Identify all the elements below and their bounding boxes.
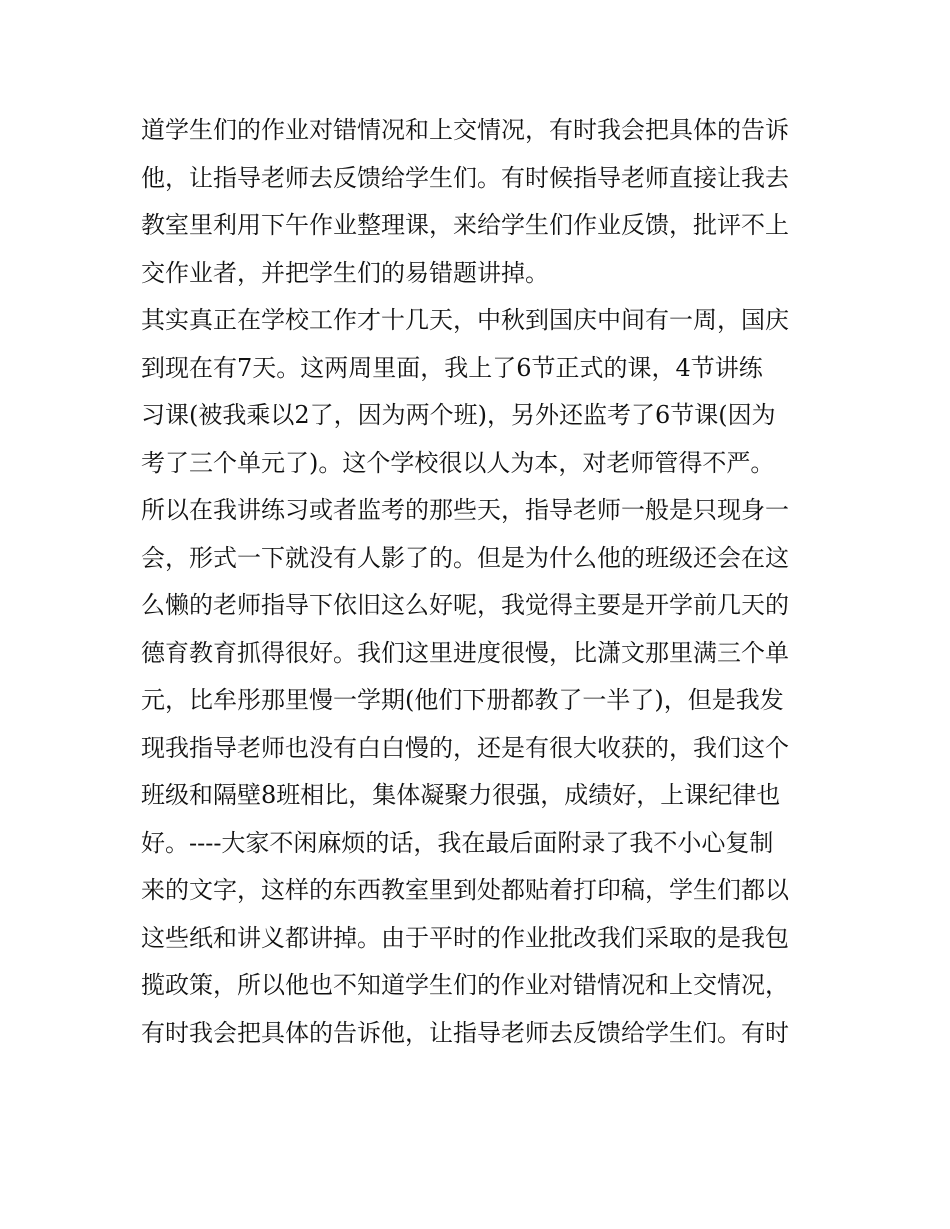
text-line: 么懒的老师指导下依旧这么好呢，我觉得主要是开学前几天的 — [141, 591, 789, 619]
text-line: 现我指导老师也没有白白慢的，还是有很大收获的，我们这个 — [141, 733, 789, 762]
text-line: 有时我会把具体的告诉他，让指导老师去反馈给学生们。有时 — [141, 1018, 789, 1047]
text-line: 他，让指导老师去反馈给学生们。有时候指导老师直接让我去 — [141, 163, 789, 192]
text-line: 其实真正在学校工作才十几天，中秋到国庆中间有一周，国庆 — [141, 306, 789, 334]
text-line: 交作业者，并把学生们的易错题讲掉。 — [141, 258, 549, 287]
text-line: 教室里利用下午作业整理课，来给学生们作业反馈，批评不上 — [141, 211, 789, 239]
text-line: 德育教育抓得很好。我们这里进度很慢，比潇文那里满三个单 — [141, 638, 789, 667]
text-line: 所以在我讲练习或者监考的那些天，指导老师一般是只现身一 — [141, 496, 789, 524]
text-line: 到现在有7天。这两周里面，我上了6节正式的课，4节讲练 — [141, 353, 763, 382]
text-line: 好。----大家不闲麻烦的话，我在最后面附录了我不小心复制 — [141, 828, 774, 857]
text-line: 道学生们的作业对错情况和上交情况，有时我会把具体的告诉 — [141, 116, 789, 144]
text-line: 考了三个单元了)。这个学校很以人为本，对老师管得不严。 — [141, 448, 775, 477]
text-line: 习课(被我乘以2了，因为两个班)，另外还监考了6节课(因为 — [141, 401, 776, 429]
text-line: 会，形式一下就没有人影了的。但是为什么他的班级还会在这 — [141, 543, 789, 572]
text-line: 揽政策，所以他也不知道学生们的作业对错情况和上交情况， — [141, 971, 789, 999]
text-line: 班级和隔壁8班相比，集体凝聚力很强，成绩好，上课纪律也 — [141, 781, 781, 809]
text-line: 来的文字，这样的东西教室里到处都贴着打印稿，学生们都以 — [141, 876, 789, 904]
text-line: 这些纸和讲义都讲掉。由于平时的作业批改我们采取的是我包 — [141, 923, 789, 952]
text-line: 元，比牟彤那里慢一学期(他们下册都教了一半了)，但是我发 — [141, 686, 784, 714]
body-text — [141, 107, 821, 1057]
